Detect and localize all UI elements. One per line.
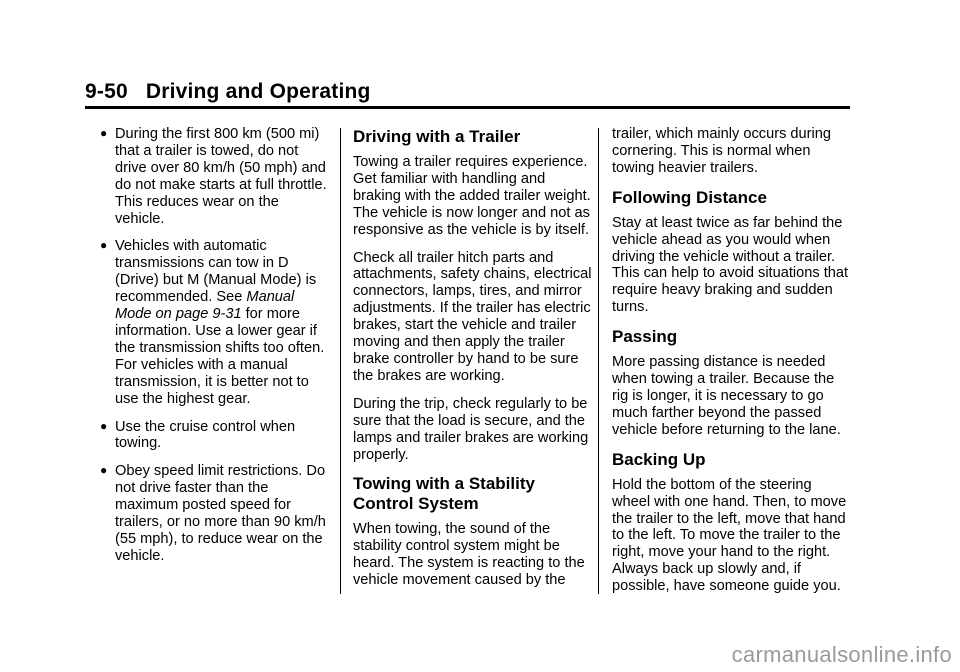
list-item: ● Obey speed limit restrictions. Do not drive faster than the maximum posted speed for trailers, or no more than 90 km/h (55 mph), to reduce wear on the vehicle. — [100, 463, 326, 564]
towing-tips-list — [100, 126, 332, 565]
heading-backing-up: Backing Up — [612, 449, 706, 469]
paragraph: trailer, which mainly occurs during cornering. This is normal when towing heavier trailers. — [612, 126, 831, 176]
paragraph: When towing, the sound of the stability control system might be heard. The system is reacting to the vehicle movement caused by the — [353, 521, 585, 589]
paragraph: Stay at least twice as far behind the vehicle ahead as you would when driving the vehicle without a trailer. This can help to avoid situations that require heavy braking and sudden turns. — [612, 214, 849, 316]
bullet-icon: ● — [100, 126, 108, 140]
paragraph: During the trip, check regularly to be sure that the load is secure, and the lamps and trailer brakes are working properly. — [353, 395, 589, 463]
column-3 — [612, 126, 852, 606]
watermark: carmanualsonline.info — [731, 642, 952, 667]
header-rule — [85, 106, 850, 109]
paragraph: Towing a trailer requires experience. Get familiar with handling and braking with the added trailer weight. The vehicle is now longer and not as responsive as the vehicle is by itself. — [353, 154, 591, 238]
section-title: Driving and Operating — [145, 80, 371, 103]
column-1 — [100, 126, 332, 576]
manual-mode-reference-link[interactable]: Manual Mode on page 9-31 — [115, 289, 295, 323]
page-header — [85, 80, 371, 104]
page-number: 9-50 — [85, 80, 128, 103]
bullet-icon: ● — [100, 463, 108, 478]
list-item: ● During the first 800 km (500 mi) that a trailer is towed, do not drive over 80 km/h (50 mph) and do not make starts at full throttle. This reduces wear on the vehicle. — [100, 126, 327, 227]
heading-driving-with-trailer: Driving with a Trailer — [353, 127, 521, 146]
heading-following-distance: Following Distance — [612, 187, 767, 207]
list-item: ● Use the cruise control when towing. — [100, 418, 296, 452]
column-2 — [353, 126, 593, 600]
bullet-icon: ● — [100, 238, 108, 253]
paragraph: More passing distance is needed when towing a trailer. Because the rig is longer, it is necessary to go much farther beyond the passed vehicle before returning to the lane. — [612, 354, 841, 438]
heading-passing: Passing — [612, 327, 678, 347]
paragraph: Check all trailer hitch parts and attachments, safety chains, electrical connectors, lamps, tires, and mirror adjustments. If the trailer has electric brakes, start the vehicle and trailer moving and then apply the trailer brake controller by hand to be sure the brakes are working. — [353, 249, 592, 384]
column-divider-2 — [598, 128, 599, 594]
bullet-icon: ● — [100, 418, 108, 433]
list-item: ● Vehicles with automatic transmissions can tow in D (Drive) but M (Manual Mode) is recommended. See Manual Mode on page 9-31 for more information. Use a lower gear if the transmission shifts too often. For vehicles with a manual transmission, it is better not to use the highest gear. — [100, 238, 325, 407]
column-divider-1 — [340, 128, 341, 594]
paragraph: Hold the bottom of the steering wheel with one hand. Then, to move the trailer to the left, move that hand to the left. To move the trailer to the right, move your hand to the right. Always back up slowly and, if possible, have someone guide you. — [612, 476, 847, 595]
heading-stability-control: Towing with a Stability Control System — [353, 474, 535, 514]
